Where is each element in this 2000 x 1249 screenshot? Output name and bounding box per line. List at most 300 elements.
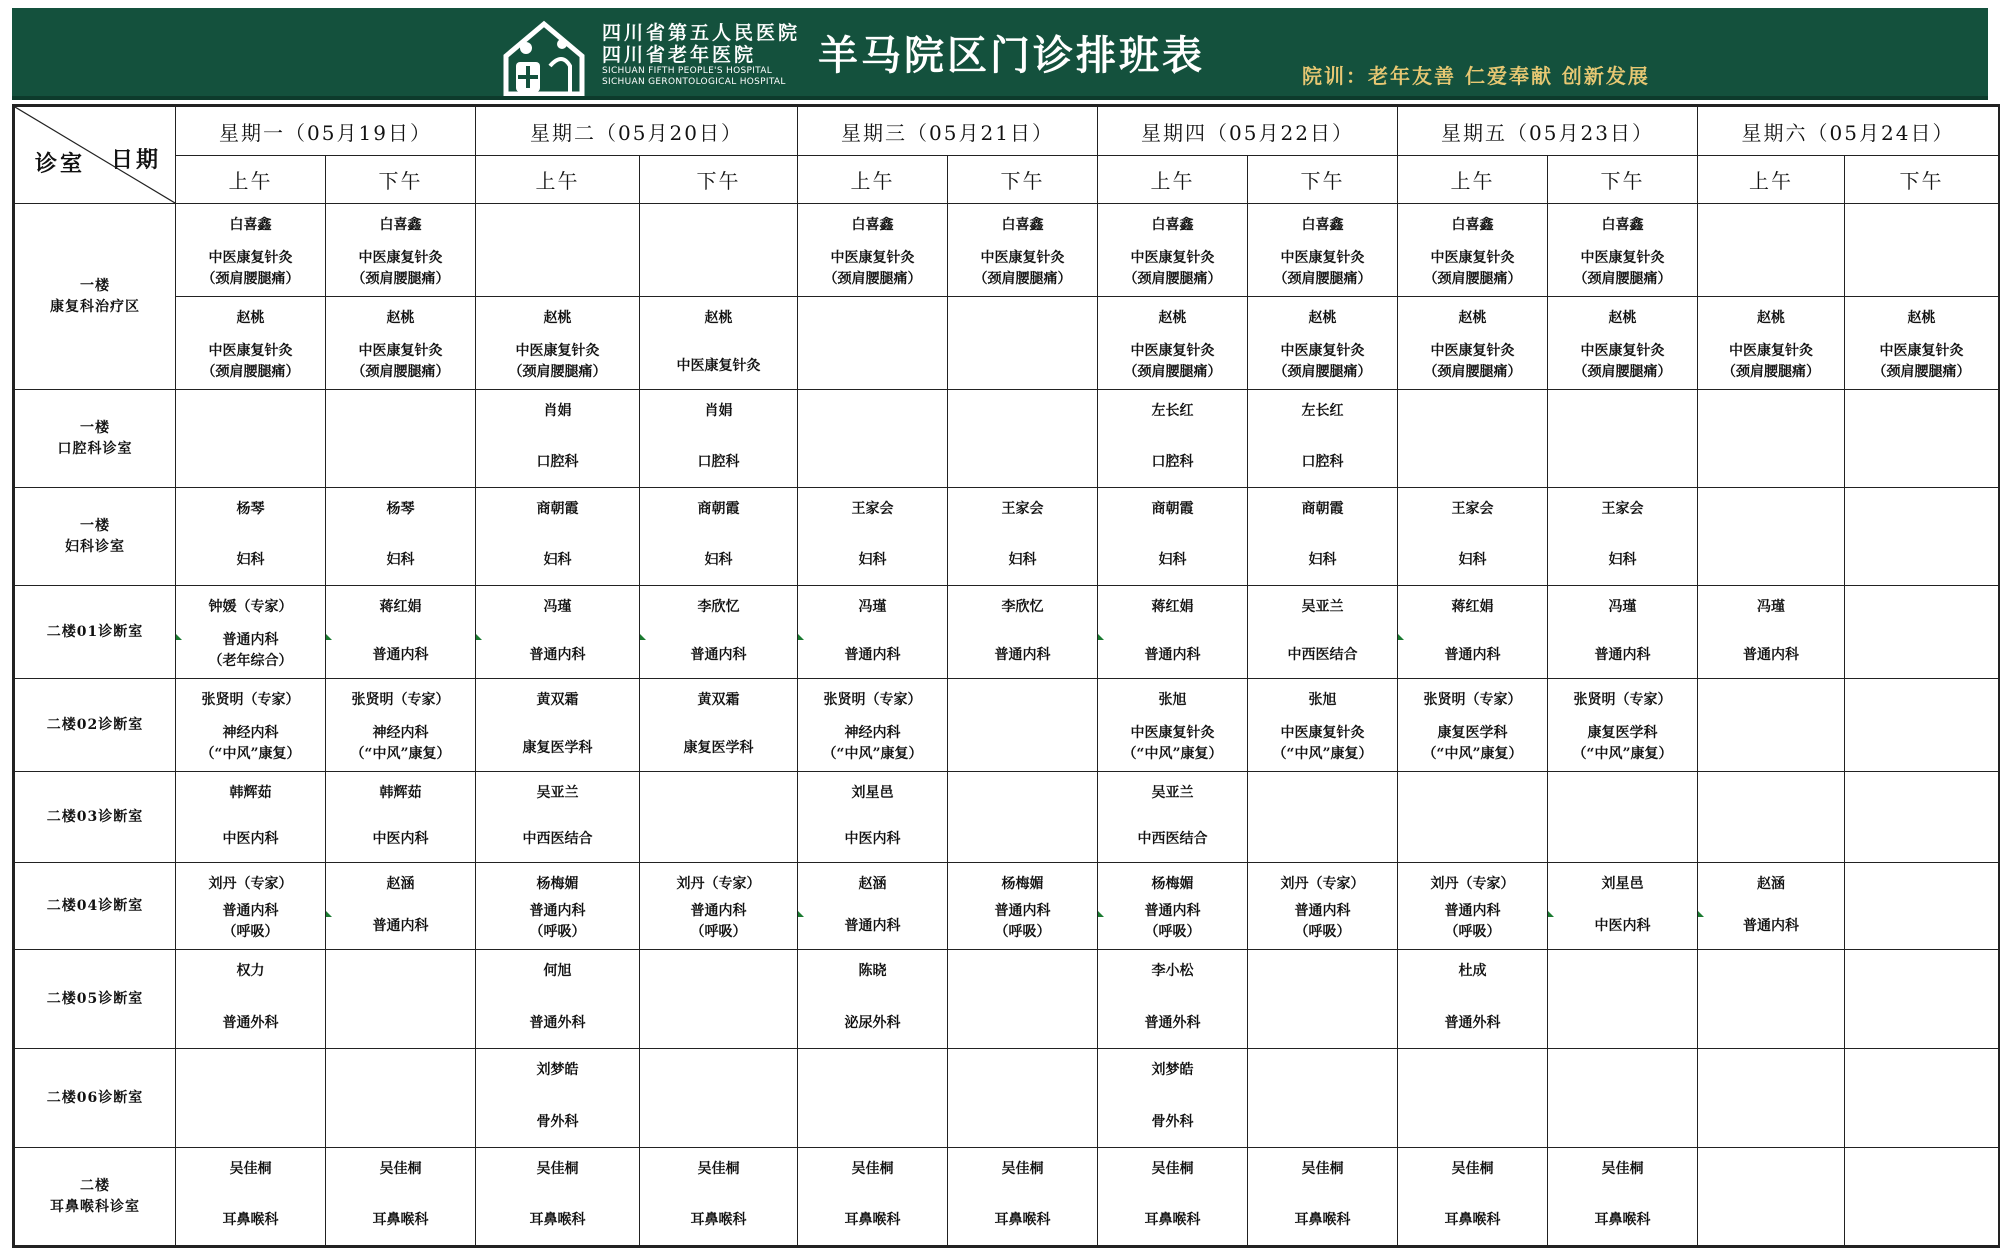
department-line: 神经内科 bbox=[844, 725, 901, 741]
doctor-name: 吴佳桐 bbox=[851, 1161, 894, 1177]
department-line: 中医康复针灸 bbox=[830, 250, 915, 266]
room-label-line: 妇科诊室 bbox=[65, 538, 125, 555]
department bbox=[1098, 1210, 1247, 1231]
schedule-cell bbox=[948, 772, 1098, 863]
schedule-cell bbox=[1698, 297, 1845, 390]
department-line: 耳鼻喉科 bbox=[994, 1212, 1051, 1228]
doctor-name: 左长红 bbox=[1301, 403, 1344, 419]
department-line: 妇科 bbox=[1308, 552, 1337, 568]
schedule-cell bbox=[1248, 390, 1398, 488]
department-line: 妇科 bbox=[1458, 552, 1487, 568]
room-label bbox=[14, 488, 176, 586]
department-line: 中医康复针灸 bbox=[1130, 725, 1215, 741]
doctor-name: 蒋红娟 bbox=[1151, 599, 1194, 615]
room-label-line: 一楼 bbox=[80, 277, 110, 294]
schedule-cell bbox=[1398, 1049, 1548, 1148]
doctor-name: 张贤明（专家） bbox=[351, 692, 450, 708]
department-line: 耳鼻喉科 bbox=[1444, 1212, 1501, 1228]
day-header: 星期四（05月22日） bbox=[1098, 106, 1398, 156]
department-line: （呼吸） bbox=[1144, 924, 1201, 940]
doctor-name: 刘丹（专家） bbox=[1430, 876, 1515, 892]
schedule-cell bbox=[1098, 950, 1248, 1049]
department-line: 中医康复针灸 bbox=[1430, 250, 1515, 266]
schedule-cell bbox=[1548, 204, 1698, 297]
room-label bbox=[14, 863, 176, 950]
comment-marker-icon bbox=[1398, 634, 1404, 640]
department-line: 普通内科 bbox=[1743, 647, 1799, 663]
schedule-cell bbox=[798, 950, 948, 1049]
comment-marker-icon bbox=[1098, 911, 1104, 917]
department bbox=[798, 1013, 947, 1034]
hospital-motto: 院训：老年友善 仁爱奉献 创新发展 bbox=[1302, 64, 1650, 88]
schedule-cell bbox=[640, 586, 798, 679]
schedule-cell bbox=[1098, 297, 1248, 390]
schedule-cell bbox=[948, 297, 1098, 390]
department-line: 中医康复针灸 bbox=[515, 343, 600, 359]
department-line: 普通外科 bbox=[222, 1015, 279, 1031]
schedule-cell bbox=[476, 679, 640, 772]
department-line: （颈肩腰腿痛） bbox=[1273, 271, 1372, 287]
comment-marker-icon bbox=[326, 911, 332, 917]
department-line: 普通内科 bbox=[994, 647, 1051, 663]
schedule-cell bbox=[176, 950, 326, 1049]
department bbox=[1098, 1112, 1247, 1133]
schedule-cell bbox=[1548, 297, 1698, 390]
room-label bbox=[14, 1049, 176, 1148]
doctor-name: 吴佳桐 bbox=[1001, 1161, 1044, 1177]
schedule-cell bbox=[1398, 297, 1548, 390]
department bbox=[476, 341, 639, 383]
schedule-cell bbox=[476, 950, 640, 1049]
schedule-cell bbox=[948, 586, 1098, 679]
department bbox=[1548, 916, 1697, 937]
day-header: 星期六（05月24日） bbox=[1698, 106, 2000, 156]
schedule-cell bbox=[1398, 1148, 1548, 1247]
department bbox=[176, 1210, 325, 1231]
schedule-cell bbox=[1098, 1049, 1248, 1148]
afternoon-header: 下午 bbox=[640, 156, 798, 204]
morning-header: 上午 bbox=[798, 156, 948, 204]
department bbox=[1098, 829, 1247, 850]
schedule-cell bbox=[1698, 679, 1845, 772]
afternoon-header: 下午 bbox=[948, 156, 1098, 204]
department-line: 普通内科 bbox=[222, 903, 279, 919]
department bbox=[640, 901, 797, 943]
afternoon-header: 下午 bbox=[1248, 156, 1398, 204]
department bbox=[1248, 645, 1397, 666]
schedule-cell bbox=[1248, 679, 1398, 772]
schedule-cell bbox=[640, 772, 798, 863]
schedule-cell bbox=[326, 390, 476, 488]
department-line: 普通内科 bbox=[1144, 903, 1201, 919]
department-line: 普通内科 bbox=[1444, 903, 1501, 919]
doctor-name: 刘丹（专家） bbox=[676, 876, 761, 892]
department bbox=[1248, 1210, 1397, 1231]
department-line: 康复医学科 bbox=[522, 740, 593, 756]
schedule-cell bbox=[948, 488, 1098, 586]
doctor-name: 王家会 bbox=[851, 501, 894, 517]
doctor-name: 赵桃 bbox=[1158, 310, 1187, 326]
department bbox=[798, 723, 947, 765]
department-line: （颈肩腰腿痛） bbox=[201, 364, 300, 380]
schedule-cell bbox=[798, 390, 948, 488]
day-header: 星期五（05月23日） bbox=[1398, 106, 1698, 156]
schedule-cell bbox=[1548, 772, 1698, 863]
schedule-cell bbox=[1698, 1148, 1845, 1247]
department-line: （颈肩腰腿痛） bbox=[1573, 271, 1672, 287]
schedule-cell bbox=[326, 1148, 476, 1247]
schedule-cell bbox=[326, 863, 476, 950]
schedule-cell bbox=[1698, 204, 1845, 297]
doctor-name: 赵桃 bbox=[386, 310, 415, 326]
department-line: （呼吸） bbox=[1444, 924, 1501, 940]
comment-marker-icon bbox=[176, 634, 182, 640]
schedule-row bbox=[14, 772, 2000, 863]
doctor-name: 杨梅媚 bbox=[536, 876, 579, 892]
department-line: 中医康复针灸 bbox=[1430, 343, 1515, 359]
department-line: 普通内科 bbox=[690, 903, 747, 919]
hospital-name-line2: 四川省老年医院 bbox=[602, 44, 757, 66]
schedule-cell bbox=[1098, 204, 1248, 297]
schedule-cell bbox=[326, 204, 476, 297]
department-line: 妇科 bbox=[704, 552, 733, 568]
schedule-cell bbox=[798, 863, 948, 950]
schedule-cell bbox=[1698, 390, 1845, 488]
schedule-cell bbox=[1845, 297, 2000, 390]
department-line: 耳鼻喉科 bbox=[1294, 1212, 1351, 1228]
room-label-line: 一楼 bbox=[80, 419, 110, 436]
room-label bbox=[14, 1148, 176, 1247]
department bbox=[326, 248, 475, 290]
schedule-cell bbox=[1398, 204, 1548, 297]
schedule-cell bbox=[1098, 488, 1248, 586]
department-line: （老年综合） bbox=[208, 653, 293, 669]
schedule-cell bbox=[1248, 1049, 1398, 1148]
schedule-cell bbox=[1845, 488, 2000, 586]
schedule-cell bbox=[176, 679, 326, 772]
department bbox=[948, 645, 1097, 666]
department bbox=[476, 1210, 639, 1231]
room-label-line: 康复科治疗区 bbox=[50, 298, 140, 315]
schedule-cell bbox=[476, 772, 640, 863]
day-header: 星期二（05月20日） bbox=[476, 106, 798, 156]
department-line: 中医康复针灸 bbox=[1580, 250, 1665, 266]
department-line: （“中风”康复） bbox=[1422, 746, 1523, 762]
department bbox=[326, 723, 475, 765]
hospital-name-line1: 四川省第五人民医院 bbox=[602, 22, 801, 44]
department-line: 普通内科 bbox=[844, 918, 901, 934]
doctor-name: 吴佳桐 bbox=[1451, 1161, 1494, 1177]
schedule-cell bbox=[476, 1049, 640, 1148]
department bbox=[948, 248, 1097, 290]
department-line: 中医内科 bbox=[1594, 918, 1651, 934]
schedule-cell bbox=[326, 488, 476, 586]
department-line: （颈肩腰腿痛） bbox=[1123, 364, 1222, 380]
doctor-name: 肖娟 bbox=[543, 403, 572, 419]
doctor-name: 杨琴 bbox=[386, 501, 415, 517]
department bbox=[948, 901, 1097, 943]
department-line: 普通内科 bbox=[222, 632, 279, 648]
schedule-cell bbox=[1548, 1049, 1698, 1148]
department-line: （“中风”康复） bbox=[350, 746, 451, 762]
department bbox=[1698, 645, 1844, 666]
schedule-cell bbox=[1248, 950, 1398, 1049]
schedule-cell bbox=[1248, 204, 1398, 297]
day-header: 星期三（05月21日） bbox=[798, 106, 1098, 156]
comment-marker-icon bbox=[798, 634, 804, 640]
doctor-name: 吴佳桐 bbox=[229, 1161, 272, 1177]
department bbox=[1548, 645, 1697, 666]
department-line: （颈肩腰腿痛） bbox=[201, 271, 300, 287]
afternoon-header: 下午 bbox=[1845, 156, 2000, 204]
department-line: （颈肩腰腿痛） bbox=[1423, 271, 1522, 287]
corner-room-label: 诊室 bbox=[35, 151, 86, 177]
schedule-cell bbox=[1248, 297, 1398, 390]
department bbox=[1098, 723, 1247, 765]
department bbox=[176, 550, 325, 571]
department bbox=[948, 550, 1097, 571]
department-line: 口腔科 bbox=[1301, 454, 1344, 470]
doctor-name: 陈晓 bbox=[858, 963, 887, 979]
department-line: 普通内科 bbox=[1144, 647, 1201, 663]
department-line: 中西医结合 bbox=[522, 831, 593, 847]
schedule-cell bbox=[326, 1049, 476, 1148]
doctor-name: 赵桃 bbox=[1907, 310, 1936, 326]
doctor-name: 吴亚兰 bbox=[1151, 785, 1194, 801]
corner-date-label: 日期 bbox=[111, 147, 162, 173]
department-line: 神经内科 bbox=[372, 725, 429, 741]
doctor-name: 赵涵 bbox=[1757, 876, 1785, 892]
doctor-name: 赵桃 bbox=[543, 310, 572, 326]
department bbox=[1098, 550, 1247, 571]
department-line: 普通内科 bbox=[529, 647, 586, 663]
room-label bbox=[14, 390, 176, 488]
doctor-name: 赵桃 bbox=[236, 310, 265, 326]
room-label bbox=[14, 950, 176, 1049]
department-line: 骨外科 bbox=[536, 1114, 579, 1130]
schedule-cell bbox=[1698, 586, 1845, 679]
department-line: 耳鼻喉科 bbox=[1594, 1212, 1651, 1228]
doctor-name: 商朝霞 bbox=[1301, 501, 1344, 517]
morning-header: 上午 bbox=[1698, 156, 1845, 204]
department-line: （颈肩腰腿痛） bbox=[1872, 364, 1971, 380]
department bbox=[176, 829, 325, 850]
department bbox=[798, 829, 947, 850]
department-line: （颈肩腰腿痛） bbox=[508, 364, 607, 380]
hospital-logo-icon bbox=[500, 16, 588, 96]
department bbox=[1248, 452, 1397, 473]
department-line: 妇科 bbox=[1008, 552, 1037, 568]
doctor-name: 冯瑾 bbox=[1757, 599, 1785, 615]
doctor-name: 刘丹（专家） bbox=[208, 876, 293, 892]
doctor-name: 张贤明（专家） bbox=[1573, 692, 1672, 708]
schedule-cell bbox=[1698, 1049, 1845, 1148]
department bbox=[1098, 452, 1247, 473]
department-line: （颈肩腰腿痛） bbox=[1573, 364, 1672, 380]
schedule-cell bbox=[948, 950, 1098, 1049]
schedule-cell bbox=[176, 772, 326, 863]
department bbox=[640, 452, 797, 473]
department bbox=[1098, 1013, 1247, 1034]
schedule-cell bbox=[1845, 1148, 2000, 1247]
department-line: （颈肩腰腿痛） bbox=[973, 271, 1072, 287]
schedule-cell bbox=[1698, 863, 1845, 950]
doctor-name: 张旭 bbox=[1158, 692, 1187, 708]
department-line: 中医康复针灸 bbox=[980, 250, 1065, 266]
department-line: （颈肩腰腿痛） bbox=[1123, 271, 1222, 287]
department-line: 神经内科 bbox=[222, 725, 279, 741]
schedule-cell bbox=[326, 586, 476, 679]
doctor-name: 李欣忆 bbox=[697, 599, 740, 615]
department bbox=[176, 248, 325, 290]
department-line: 中医康复针灸 bbox=[358, 250, 443, 266]
doctor-name: 吴佳桐 bbox=[379, 1161, 422, 1177]
department-line: （“中风”康复） bbox=[822, 746, 923, 762]
department-line: 普通外科 bbox=[1144, 1015, 1201, 1031]
department-line: 耳鼻喉科 bbox=[529, 1212, 586, 1228]
schedule-cell bbox=[1845, 772, 2000, 863]
schedule-cell bbox=[1398, 679, 1548, 772]
department-line: 普通外科 bbox=[529, 1015, 586, 1031]
doctor-name: 吴佳桐 bbox=[1151, 1161, 1194, 1177]
corner-header bbox=[14, 106, 176, 204]
department-line: 中医内科 bbox=[222, 831, 279, 847]
doctor-name: 张贤明（专家） bbox=[201, 692, 300, 708]
department-line: 耳鼻喉科 bbox=[222, 1212, 279, 1228]
department bbox=[476, 738, 639, 759]
department bbox=[1398, 341, 1547, 383]
department bbox=[798, 645, 947, 666]
schedule-cell bbox=[1845, 390, 2000, 488]
department bbox=[1398, 723, 1547, 765]
department-line: 普通内科 bbox=[372, 647, 429, 663]
department-line: （呼吸） bbox=[1294, 924, 1351, 940]
schedule-cell bbox=[326, 297, 476, 390]
schedule-cell bbox=[1248, 586, 1398, 679]
schedule-cell bbox=[640, 1148, 798, 1247]
department bbox=[326, 645, 475, 666]
department bbox=[1098, 341, 1247, 383]
schedule-cell bbox=[176, 586, 326, 679]
schedule-cell bbox=[798, 679, 948, 772]
department bbox=[1548, 550, 1697, 571]
schedule-cell bbox=[1398, 950, 1548, 1049]
header-banner bbox=[12, 8, 1988, 100]
department bbox=[1548, 1210, 1697, 1231]
department-line: 中医内科 bbox=[844, 831, 901, 847]
department-line: 耳鼻喉科 bbox=[844, 1212, 901, 1228]
department bbox=[640, 738, 797, 759]
schedule-cell bbox=[948, 1148, 1098, 1247]
schedule-cell bbox=[1248, 863, 1398, 950]
department bbox=[176, 341, 325, 383]
department-line: （颈肩腰腿痛） bbox=[1722, 364, 1820, 380]
schedule-cell bbox=[640, 679, 798, 772]
department-line: 普通内科 bbox=[529, 903, 586, 919]
department-line: 中医康复针灸 bbox=[1130, 343, 1215, 359]
department-line: 普通外科 bbox=[1444, 1015, 1501, 1031]
department-line: 妇科 bbox=[1608, 552, 1637, 568]
schedule-cell bbox=[948, 863, 1098, 950]
schedule-cell bbox=[948, 390, 1098, 488]
department-line: 普通内科 bbox=[372, 918, 429, 934]
schedule-cell bbox=[798, 772, 948, 863]
doctor-name: 肖娟 bbox=[704, 403, 733, 419]
doctor-name: 李欣忆 bbox=[1001, 599, 1044, 615]
schedule-cell bbox=[640, 390, 798, 488]
department bbox=[1098, 645, 1247, 666]
department-line: 中医康复针灸 bbox=[1879, 343, 1964, 359]
schedule-row bbox=[14, 488, 2000, 586]
department-line: 妇科 bbox=[386, 552, 415, 568]
schedule-cell bbox=[1248, 772, 1398, 863]
schedule-row bbox=[14, 1049, 2000, 1148]
schedule-cell bbox=[176, 488, 326, 586]
department bbox=[176, 1013, 325, 1034]
department-line: （颈肩腰腿痛） bbox=[1273, 364, 1372, 380]
morning-header: 上午 bbox=[1098, 156, 1248, 204]
schedule-cell bbox=[640, 950, 798, 1049]
department-line: 中医康复针灸 bbox=[676, 358, 761, 374]
schedule-cell bbox=[476, 390, 640, 488]
doctor-name: 韩辉茹 bbox=[379, 785, 422, 801]
doctor-name: 王家会 bbox=[1001, 501, 1044, 517]
schedule-row bbox=[14, 1148, 2000, 1247]
page-title: 羊马院区门诊排班表 bbox=[818, 32, 1205, 79]
schedule-cell bbox=[176, 297, 326, 390]
department bbox=[640, 356, 797, 377]
department-line: （“中风”康复） bbox=[200, 746, 301, 762]
schedule-cell bbox=[176, 1148, 326, 1247]
schedule-cell bbox=[476, 1148, 640, 1247]
schedule-cell bbox=[798, 586, 948, 679]
department bbox=[1398, 645, 1547, 666]
department bbox=[326, 341, 475, 383]
department bbox=[476, 1112, 639, 1133]
room-label-line: 二楼02诊断室 bbox=[46, 716, 144, 733]
doctor-name: 白喜鑫 bbox=[1001, 217, 1044, 233]
department bbox=[640, 550, 797, 571]
doctor-name: 何旭 bbox=[543, 963, 572, 979]
doctor-name: 商朝霞 bbox=[697, 501, 740, 517]
schedule-row bbox=[14, 390, 2000, 488]
schedule-cell bbox=[640, 488, 798, 586]
doctor-name: 蒋红娟 bbox=[379, 599, 422, 615]
room-label-line: 耳鼻喉科诊室 bbox=[50, 1198, 140, 1215]
department bbox=[798, 916, 947, 937]
department-line: （呼吸） bbox=[994, 924, 1051, 940]
department-line: 普通内科 bbox=[1594, 647, 1651, 663]
schedule-row bbox=[14, 679, 2000, 772]
department bbox=[1548, 248, 1697, 290]
schedule-row bbox=[14, 950, 2000, 1049]
comment-marker-icon bbox=[1098, 634, 1104, 640]
afternoon-header: 下午 bbox=[1548, 156, 1698, 204]
schedule-cell bbox=[1845, 1049, 2000, 1148]
schedule-cell bbox=[176, 863, 326, 950]
doctor-name: 赵桃 bbox=[1608, 310, 1637, 326]
doctor-name: 黄双霜 bbox=[697, 692, 740, 708]
room-label bbox=[14, 204, 176, 390]
half-day-header-row bbox=[14, 156, 2000, 204]
schedule-cell bbox=[1548, 1148, 1698, 1247]
schedule-cell bbox=[1698, 488, 1845, 586]
department bbox=[176, 723, 325, 765]
department-line: 中医康复针灸 bbox=[1280, 250, 1365, 266]
doctor-name: 吴亚兰 bbox=[1301, 599, 1344, 615]
doctor-name: 白喜鑫 bbox=[1451, 217, 1494, 233]
doctor-name: 赵桃 bbox=[1308, 310, 1337, 326]
